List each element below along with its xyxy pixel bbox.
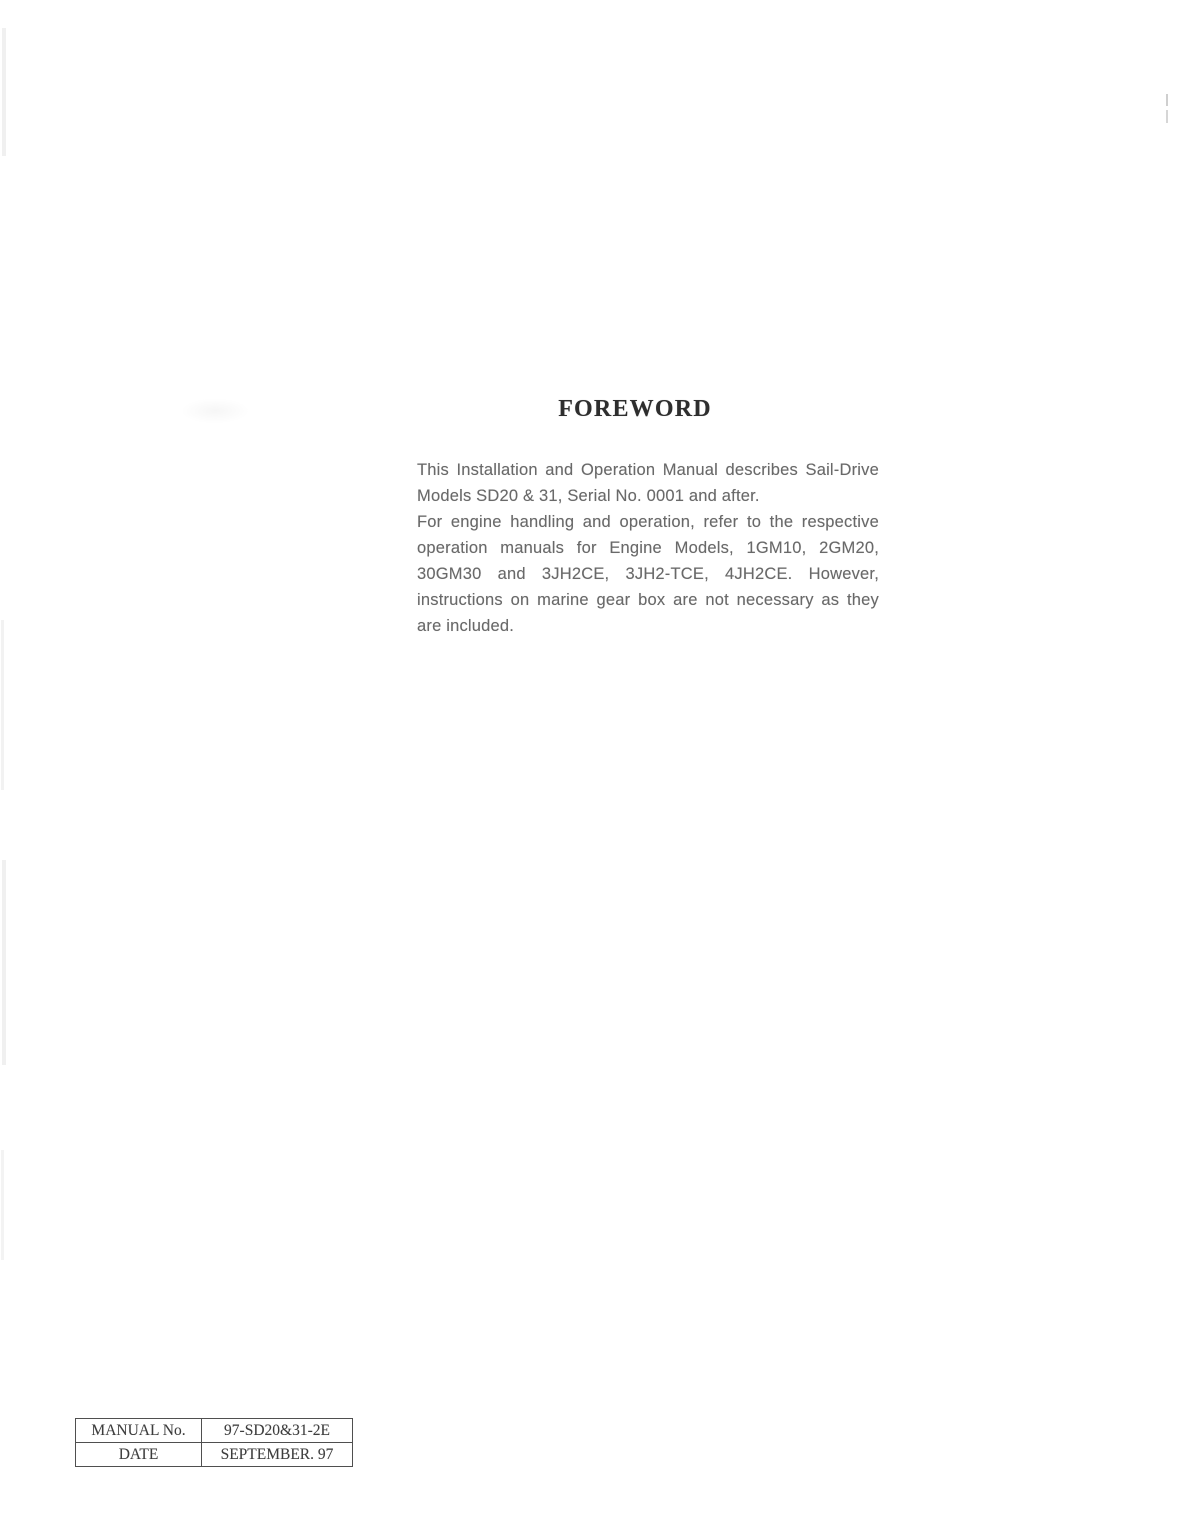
scan-streak-artifact (1, 620, 4, 790)
scan-dash-artifact (1166, 94, 1168, 106)
scan-dash-artifact (1166, 110, 1168, 123)
page-title: FOREWORD (558, 396, 712, 422)
paragraph-line: 30GM30 and 3JH2CE, 3JH2-TCE, 4JH2CE. However, (417, 565, 879, 583)
table-row (76, 1419, 353, 1443)
paragraph-line: For engine handling and operation, refer to the respective (417, 513, 879, 531)
manual-no-label: MANUAL No. (76, 1419, 202, 1443)
manual-no-value: 97-SD20&31-2E (202, 1419, 353, 1443)
table-row (76, 1443, 353, 1467)
scan-smudge-artifact (180, 398, 250, 424)
foreword-body (417, 457, 879, 639)
scan-streak-artifact (2, 860, 6, 1065)
paragraph-line: instructions on marine gear box are not necessary as they (417, 591, 879, 609)
paragraph-line: are included. (417, 617, 515, 635)
scan-streak-artifact (2, 28, 6, 156)
paragraph-line: operation manuals for Engine Models, 1GM10, 2GM20, (417, 539, 879, 557)
paragraph-line: This Installation and Operation Manual describes Sail-Drive (417, 461, 879, 479)
date-label: DATE (76, 1443, 202, 1467)
paragraph-line: Models SD20 & 31, Serial No. 0001 and after. (417, 487, 760, 505)
date-value: SEPTEMBER. 97 (202, 1443, 353, 1467)
scan-streak-artifact (1, 1150, 4, 1260)
manual-info-table (75, 1418, 353, 1467)
